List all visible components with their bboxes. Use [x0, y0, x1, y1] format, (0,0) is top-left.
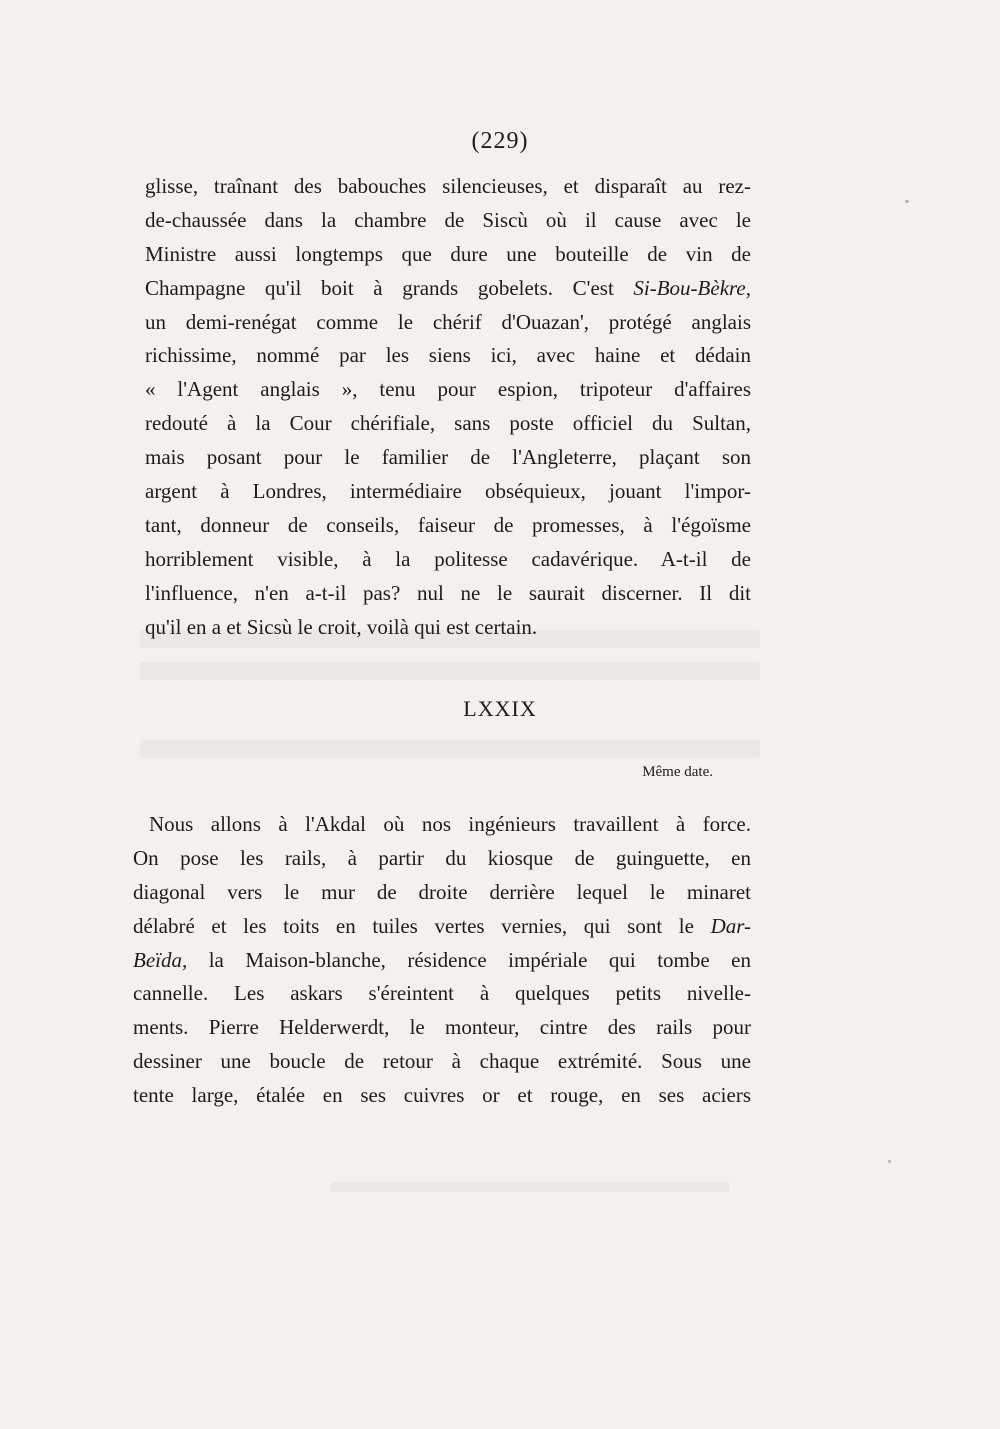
- text-span: la Maison-blanche, résidence impériale qui tombe en: [187, 947, 751, 972]
- text-line: un demi-renégat comme le chérif d'Ouazan', protégé anglais: [145, 309, 751, 334]
- text-line: Ministre aussi longtemps que dure une bouteille de vin de: [145, 241, 751, 266]
- text-line: diagonal vers le mur de droite derrière lequel le minaret: [133, 879, 751, 904]
- paper-speck: [905, 200, 909, 203]
- text-span: délabré et les toits en tuiles vertes vernies, qui sont le: [133, 913, 711, 938]
- text-line: de-chaussée dans la chambre de Siscù où il cause avec le: [145, 207, 751, 232]
- text-line: argent à Londres, intermédiaire obséquieux, jouant l'impor-: [145, 479, 751, 504]
- text-line: ments. Pierre Helderwerdt, le monteur, cintre des rails pour: [133, 1015, 751, 1040]
- text-line: On pose les rails, à partir du kiosque de guinguette, en: [133, 845, 751, 870]
- text-line: l'influence, n'en a-t-il pas? nul ne le saurait discerner. Il dit: [145, 580, 751, 605]
- paragraph-2: [133, 808, 751, 1113]
- text-line: cannelle. Les askars s'éreintent à quelques petits nivelle-: [133, 981, 751, 1006]
- text-line: tant, donneur de conseils, faiseur de promesses, à l'égoïsme: [145, 512, 751, 537]
- text-line: « l'Agent anglais », tenu pour espion, tripoteur d'affaires: [145, 377, 751, 402]
- text-line: richissime, nommé par les siens ici, avec haine et dédain: [145, 343, 751, 368]
- text-line: Nous allons à l'Akdal où nos ingénieurs travaillent à force.: [149, 812, 751, 836]
- show-through-mark: [140, 662, 760, 680]
- text-line: [133, 944, 751, 978]
- chapter-heading: LXXIX: [463, 696, 537, 721]
- dateline: Même date.: [642, 764, 713, 780]
- paper-speck: [888, 1160, 891, 1163]
- text-line: qu'il en a et Sicsù le croit, voilà qui est certain.: [145, 614, 538, 639]
- show-through-mark: [330, 1182, 730, 1192]
- italic-name: Si-Bou-Bèkre,: [633, 275, 751, 300]
- text-line: redouté à la Cour chérifiale, sans poste officiel du Sultan,: [145, 411, 751, 436]
- show-through-mark: [140, 740, 760, 758]
- text-line: [145, 272, 751, 306]
- text-span: Champagne qu'il boit à grands gobelets. C'est: [145, 275, 634, 300]
- text-line: glisse, traînant des babouches silencieuses, et disparaît au rez-: [145, 174, 751, 198]
- text-line: [133, 910, 751, 944]
- italic-name: Dar-: [710, 913, 751, 938]
- italic-name: Beïda,: [133, 947, 188, 972]
- text-line: horriblement visible, à la politesse cadavérique. A-t-il de: [145, 546, 751, 571]
- page-number: (229): [471, 128, 529, 154]
- paragraph-1: [145, 170, 751, 644]
- text-line: tente large, étalée en ses cuivres or et rouge, en ses aciers: [133, 1083, 751, 1108]
- text-line: dessiner une boucle de retour à chaque extrémité. Sous une: [133, 1049, 751, 1074]
- text-line: mais posant pour le familier de l'Angleterre, plaçant son: [145, 445, 751, 470]
